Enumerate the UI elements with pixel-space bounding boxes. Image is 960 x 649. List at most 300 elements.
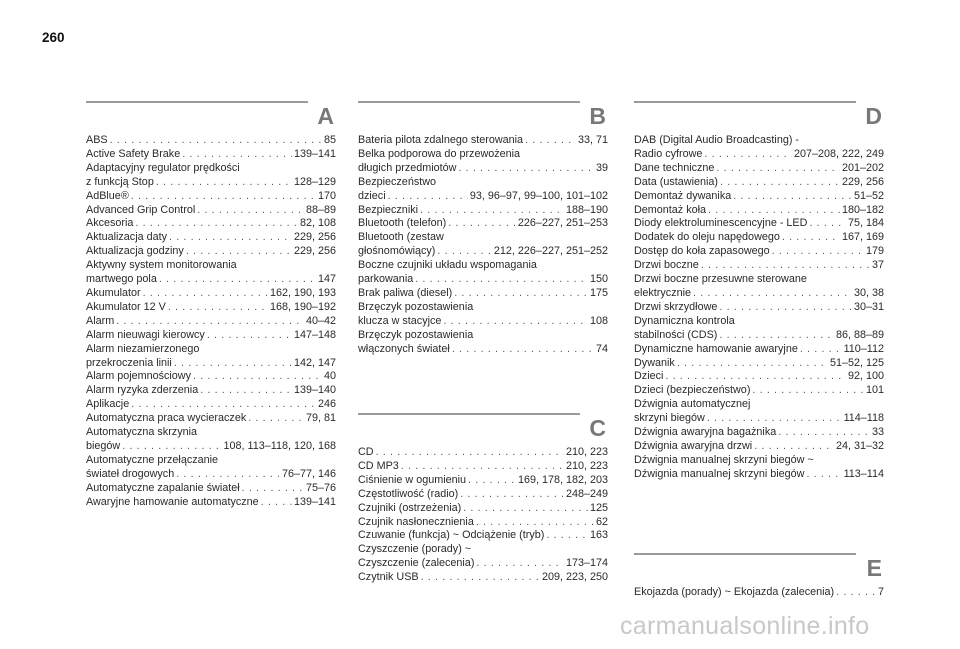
entry-line xyxy=(86,482,336,496)
dot-leader xyxy=(242,482,304,496)
entry-line xyxy=(634,259,884,273)
entry-text-line: DAB (Digital Audio Broadcasting) - xyxy=(634,134,800,146)
entry-term: Dzieci (bezpieczeństwo) xyxy=(634,384,751,397)
entry-pages: 188–190 xyxy=(565,203,608,216)
dot-leader xyxy=(143,287,268,301)
section-letter: A xyxy=(317,103,334,129)
entry-pages: 30, 38 xyxy=(853,286,884,299)
entry-pages: 246 xyxy=(317,398,336,411)
index-entries xyxy=(358,446,608,585)
entry-line xyxy=(634,176,884,190)
entry-line xyxy=(358,190,608,204)
index-entry xyxy=(634,259,884,273)
index-entry xyxy=(86,398,336,412)
entry-term: Ekojazda (porady) ~ Ekojazda (zalecenia) xyxy=(634,586,835,598)
entry-term: głośnomówiący) xyxy=(358,245,436,258)
entry-pages: 139–141 xyxy=(293,495,336,508)
index-section-d xyxy=(634,100,884,482)
section-letter: C xyxy=(589,415,606,441)
dot-leader xyxy=(720,176,840,190)
index-section-c xyxy=(358,412,608,585)
index-entry xyxy=(358,488,608,502)
index-entry xyxy=(634,454,884,482)
index-entry xyxy=(358,287,608,301)
dot-leader xyxy=(421,571,540,585)
entry-pages: 173–174 xyxy=(565,557,608,570)
index-entry xyxy=(86,482,336,496)
entry-pages: 7 xyxy=(877,586,884,598)
entry-pages: 85 xyxy=(323,134,336,146)
section-letter: E xyxy=(866,555,882,581)
index-entry xyxy=(634,231,884,245)
entry-pages: 229, 256 xyxy=(293,245,336,258)
dot-leader xyxy=(168,301,268,315)
entry-text-line: Bluetooth (zestaw xyxy=(358,231,444,244)
entry-term: Dźwignia awaryjna drzwi xyxy=(634,439,753,452)
entry-text-line: Dźwignia manualnej skrzyni biegów ~ xyxy=(634,453,814,466)
section-letter: B xyxy=(589,103,606,129)
entry-pages: 51–52 xyxy=(853,189,884,202)
index-entry xyxy=(86,245,336,259)
entry-line xyxy=(358,287,608,301)
entry-text-line: Dynamiczna kontrola xyxy=(634,314,735,327)
entry-text-line: Belka podporowa do przewożenia xyxy=(358,147,521,160)
dot-leader xyxy=(176,468,280,482)
dot-leader xyxy=(135,217,298,231)
dot-leader xyxy=(525,134,576,148)
entry-term: Automatyczna praca wycieraczek xyxy=(86,412,247,425)
entry-line xyxy=(86,329,336,343)
index-entry xyxy=(358,259,608,287)
index-entry xyxy=(86,454,336,482)
entry-pages: 226–227, 251–253 xyxy=(517,217,608,230)
dot-leader xyxy=(182,148,292,162)
dot-leader xyxy=(174,357,292,371)
entry-pages: 33, 71 xyxy=(577,134,608,146)
entry-line xyxy=(634,468,884,482)
entry-term: Brak paliwa (diesel) xyxy=(358,286,453,299)
entry-pages: 175 xyxy=(589,286,608,299)
entry-line xyxy=(86,412,336,426)
entry-term: Czujniki (ostrzeżenia) xyxy=(358,501,462,514)
entry-line xyxy=(86,398,336,412)
entry-term: Czyszczenie (zalecenia) xyxy=(358,557,475,570)
entry-pages: 40 xyxy=(323,370,336,383)
entry-line xyxy=(358,315,608,329)
entry-line xyxy=(358,474,608,488)
dot-leader xyxy=(809,217,846,231)
entry-term: Aplikacje xyxy=(86,398,130,411)
entry-term: Demontaż koła xyxy=(634,203,707,216)
index-section-e xyxy=(634,552,884,600)
entry-line xyxy=(86,273,336,287)
entry-pages: 167, 169 xyxy=(841,231,884,244)
entry-line xyxy=(86,384,336,398)
index-entries xyxy=(634,134,884,482)
index-entry xyxy=(86,134,336,148)
entry-term: Dźwignia manualnej skrzyni biegów xyxy=(634,467,805,480)
entry-term: skrzyni biegów xyxy=(634,412,705,425)
entry-term: martwego pola xyxy=(86,273,157,286)
entry-pages: 108 xyxy=(589,314,608,327)
index-entry xyxy=(358,529,608,543)
entry-pages: 179 xyxy=(865,245,884,258)
entry-line xyxy=(358,516,608,530)
entry-term: włączonych świateł xyxy=(358,342,450,355)
dot-leader xyxy=(159,273,316,287)
entry-term: ABS xyxy=(86,134,108,146)
entry-text-line: Brzęczyk pozostawienia xyxy=(358,300,474,313)
entry-line xyxy=(634,245,884,259)
entry-line xyxy=(86,231,336,245)
entry-term: Akumulator 12 V xyxy=(86,300,166,313)
dot-leader xyxy=(719,329,834,343)
index-entry xyxy=(86,496,336,510)
index-entry xyxy=(634,357,884,371)
dot-leader xyxy=(169,231,292,245)
entry-line xyxy=(358,488,608,502)
dot-leader xyxy=(186,245,292,259)
index-entry xyxy=(358,474,608,488)
entry-line xyxy=(634,370,884,384)
entry-text-line: Boczne czujniki układu wspomagania xyxy=(358,259,537,272)
entry-term: Data (ustawienia) xyxy=(634,175,719,188)
index-entry xyxy=(358,543,608,571)
entry-line xyxy=(86,176,336,190)
entry-term: Dzieci xyxy=(634,370,664,383)
index-entry xyxy=(86,162,336,190)
index-entry xyxy=(634,426,884,440)
entry-text-line: Alarm niezamierzonego xyxy=(86,342,200,355)
entry-term: stabilności (CDS) xyxy=(634,328,718,341)
entry-term: Drzwi boczne xyxy=(634,259,699,272)
index-entry xyxy=(86,370,336,384)
entry-line xyxy=(358,571,608,585)
index-entry xyxy=(358,571,608,585)
entry-pages: 210, 223 xyxy=(565,459,608,472)
entry-pages: 30–31 xyxy=(853,300,884,313)
entry-line xyxy=(86,217,336,231)
entry-term: świateł drogowych xyxy=(86,467,175,480)
entry-pages: 37 xyxy=(871,259,884,272)
dot-leader xyxy=(200,384,292,398)
entry-line xyxy=(358,529,608,543)
entry-term: Dane techniczne xyxy=(634,161,715,174)
index-entry xyxy=(358,516,608,530)
dot-leader xyxy=(110,134,322,148)
index-entry xyxy=(634,586,884,600)
entry-pages: 209, 223, 250 xyxy=(541,571,608,584)
entry-term: elektrycznie xyxy=(634,286,692,299)
dot-leader xyxy=(207,329,292,343)
index-entry xyxy=(634,315,884,343)
entry-pages: 33 xyxy=(871,426,884,439)
entry-term: Dynamiczne hamowanie awaryjne xyxy=(634,342,798,355)
index-entry xyxy=(86,412,336,426)
index-entry xyxy=(358,460,608,474)
index-entry xyxy=(634,190,884,204)
entry-line xyxy=(358,245,608,259)
entry-line xyxy=(358,460,608,474)
dot-leader xyxy=(701,259,870,273)
entry-term: Czytnik USB xyxy=(358,571,419,584)
index-entry xyxy=(634,162,884,176)
dot-leader xyxy=(778,426,870,440)
entry-pages: 169, 178, 182, 203 xyxy=(517,473,608,486)
index-entry xyxy=(634,343,884,357)
dot-leader xyxy=(800,343,842,357)
dot-leader xyxy=(546,529,588,543)
entry-line xyxy=(86,370,336,384)
entry-term: Active Safety Brake xyxy=(86,147,181,160)
index-entry xyxy=(358,231,608,259)
entry-text-line: Bezpieczeństwo xyxy=(358,175,437,188)
index-entries xyxy=(634,586,884,600)
section-header xyxy=(358,100,608,134)
entry-line xyxy=(634,148,884,162)
dot-leader xyxy=(693,287,852,301)
entry-term: Dywanik xyxy=(634,356,675,369)
section-letter: D xyxy=(865,103,882,129)
entry-line xyxy=(86,148,336,162)
entry-term: Advanced Grip Control xyxy=(86,203,196,216)
entry-line xyxy=(358,134,608,148)
entry-pages: 79, 81 xyxy=(305,412,336,425)
entry-pages: 212, 226–227, 251–252 xyxy=(493,245,608,258)
entry-pages: 162, 190, 193 xyxy=(269,286,336,299)
entry-term: CD xyxy=(358,446,374,458)
dot-leader xyxy=(454,287,588,301)
dot-leader xyxy=(420,204,564,218)
entry-pages: 180–182 xyxy=(841,203,884,216)
index-entry xyxy=(358,176,608,204)
dot-leader xyxy=(458,162,594,176)
entry-term: Drzwi skrzydłowe xyxy=(634,300,718,313)
section-divider xyxy=(86,101,308,103)
entry-term: biegów xyxy=(86,439,121,452)
index-entry xyxy=(86,204,336,218)
entry-line xyxy=(634,162,884,176)
entry-pages: 82, 108 xyxy=(299,217,336,230)
entry-pages: 39 xyxy=(595,161,608,174)
entry-line xyxy=(86,245,336,259)
entry-line xyxy=(358,162,608,176)
entry-term: Bezpieczniki xyxy=(358,203,419,216)
entry-pages: 170 xyxy=(317,189,336,202)
entry-line xyxy=(86,496,336,510)
entry-pages: 207–208, 222, 249 xyxy=(793,147,884,160)
index-entry xyxy=(634,398,884,426)
entry-term: Dźwignia awaryjna bagażnika xyxy=(634,426,777,439)
entry-term: CD MP3 xyxy=(358,459,399,472)
entry-term: klucza w stacyjce xyxy=(358,314,442,327)
dot-leader xyxy=(122,440,221,454)
index-entry xyxy=(634,384,884,398)
entry-pages: 75, 184 xyxy=(847,217,884,230)
entry-term: Awaryjne hamowanie automatyczne xyxy=(86,495,259,508)
entry-term: Czuwanie (funkcja) ~ Odciążenie (tryb) xyxy=(358,529,545,542)
index-entry xyxy=(86,384,336,398)
index-entry xyxy=(634,245,884,259)
dot-leader xyxy=(476,516,594,530)
entry-line xyxy=(634,231,884,245)
entry-pages: 75–76 xyxy=(305,481,336,494)
entry-text-line: Adaptacyjny regulator prędkości xyxy=(86,161,240,174)
index-entry xyxy=(86,190,336,204)
entry-term: Dostęp do koła zapasowego xyxy=(634,245,770,258)
dot-leader xyxy=(452,343,594,357)
entry-line xyxy=(358,557,608,571)
index-entry xyxy=(86,343,336,371)
index-entry xyxy=(86,329,336,343)
index-entry xyxy=(358,204,608,218)
entry-line xyxy=(634,412,884,426)
entry-pages: 101 xyxy=(865,384,884,397)
entry-pages: 139–140 xyxy=(293,384,336,397)
dot-leader xyxy=(261,496,292,510)
dot-leader xyxy=(437,245,491,259)
dot-leader xyxy=(782,231,840,245)
entry-pages: 93, 96–97, 99–100, 101–102 xyxy=(469,189,608,202)
dot-leader xyxy=(754,440,834,454)
entry-pages: 62 xyxy=(595,515,608,528)
index-entry xyxy=(358,301,608,329)
entry-text-line: Aktywny system monitorowania xyxy=(86,259,237,272)
dot-leader xyxy=(460,488,564,502)
entry-text-line: Czyszczenie (porady) ~ xyxy=(358,543,472,556)
entry-pages: 114–118 xyxy=(843,412,884,425)
entry-line xyxy=(634,204,884,218)
index-entry xyxy=(86,259,336,287)
entry-pages: 248–249 xyxy=(565,487,608,500)
entry-line xyxy=(634,287,884,301)
dot-leader xyxy=(401,460,564,474)
index-entry xyxy=(358,134,608,148)
entry-text-line: Brzęczyk pozostawienia xyxy=(358,328,474,341)
index-entry xyxy=(86,315,336,329)
entry-pages: 40–42 xyxy=(305,314,336,327)
entry-pages: 139–141 xyxy=(293,147,336,160)
entry-line xyxy=(358,502,608,516)
index-entry xyxy=(358,446,608,460)
entry-line xyxy=(86,204,336,218)
section-divider xyxy=(634,101,856,103)
entry-pages: 108, 113–118, 120, 168 xyxy=(223,439,336,452)
entry-term: Bateria pilota zdalnego sterowania xyxy=(358,134,524,146)
index-entry xyxy=(634,134,884,162)
index-entry xyxy=(358,148,608,176)
entry-line xyxy=(86,287,336,301)
entry-term: Alarm nieuwagi kierowcy xyxy=(86,328,205,341)
entry-term: Akcesoria xyxy=(86,217,134,230)
entry-pages: 113–114 xyxy=(843,467,884,480)
entry-line xyxy=(358,446,608,460)
dot-leader xyxy=(716,162,840,176)
entry-term: AdBlue® xyxy=(86,189,129,202)
index-entry xyxy=(634,370,884,384)
entry-line xyxy=(358,204,608,218)
entry-term: Radio cyfrowe xyxy=(634,147,703,160)
entry-pages: 142, 147 xyxy=(293,356,336,369)
entry-pages: 147 xyxy=(317,273,336,286)
section-divider xyxy=(358,413,580,415)
index-entry xyxy=(86,426,336,454)
index-entry xyxy=(358,502,608,516)
entry-pages: 88–89 xyxy=(305,203,336,216)
dot-leader xyxy=(388,190,468,204)
entry-line xyxy=(634,586,884,600)
entry-pages: 150 xyxy=(589,273,608,286)
dot-leader xyxy=(193,370,322,384)
index-entry xyxy=(86,301,336,315)
index-entry xyxy=(634,217,884,231)
entry-pages: 24, 31–32 xyxy=(835,439,884,452)
index-entry xyxy=(86,217,336,231)
entry-text-line: Automatyczna skrzynia xyxy=(86,426,198,439)
entry-pages: 147–148 xyxy=(293,328,336,341)
entry-term: Automatyczne zapalanie świateł xyxy=(86,481,240,494)
entry-pages: 86, 88–89 xyxy=(835,328,884,341)
dot-leader xyxy=(468,474,516,488)
entry-term: z funkcją Stop xyxy=(86,175,154,188)
dot-leader xyxy=(415,273,588,287)
entry-line xyxy=(634,384,884,398)
entry-line xyxy=(634,357,884,371)
entry-line xyxy=(358,273,608,287)
entry-pages: 210, 223 xyxy=(565,446,608,458)
dot-leader xyxy=(376,446,564,460)
entry-line xyxy=(86,134,336,148)
entry-term: Dodatek do oleju napędowego xyxy=(634,231,780,244)
entry-line xyxy=(86,301,336,315)
index-entry xyxy=(634,301,884,315)
dot-leader xyxy=(443,315,588,329)
index-entry xyxy=(634,204,884,218)
index-entry xyxy=(358,329,608,357)
index-section-b xyxy=(358,100,608,357)
dot-leader xyxy=(707,412,842,426)
entry-line xyxy=(634,343,884,357)
index-section-a xyxy=(86,100,336,509)
entry-pages: 229, 256 xyxy=(841,175,884,188)
index-entry xyxy=(86,231,336,245)
section-header xyxy=(634,100,884,134)
index-entry xyxy=(358,217,608,231)
dot-leader xyxy=(752,384,864,398)
entry-term: Ciśnienie w ogumieniu xyxy=(358,473,467,486)
entry-term: Czujnik nasłonecznienia xyxy=(358,515,474,528)
dot-leader xyxy=(131,190,316,204)
entry-line xyxy=(634,301,884,315)
dot-leader xyxy=(704,148,792,162)
dot-leader xyxy=(719,301,852,315)
section-divider xyxy=(358,101,580,103)
dot-leader xyxy=(772,245,864,259)
entry-pages: 201–202 xyxy=(841,161,884,174)
dot-leader xyxy=(116,315,304,329)
entry-term: Bluetooth (telefon) xyxy=(358,217,447,230)
entry-term: Akumulator xyxy=(86,286,141,299)
entry-pages: 168, 190–192 xyxy=(269,300,336,313)
entry-term: parkowania xyxy=(358,273,414,286)
dot-leader xyxy=(131,398,316,412)
entry-line xyxy=(634,426,884,440)
entry-line xyxy=(634,190,884,204)
entry-term: przekroczenia linii xyxy=(86,356,172,369)
entry-term: Aktualizacja daty xyxy=(86,231,168,244)
entry-pages: 76–77, 146 xyxy=(281,467,336,480)
entry-text-line: Dźwignia automatycznej xyxy=(634,398,751,411)
